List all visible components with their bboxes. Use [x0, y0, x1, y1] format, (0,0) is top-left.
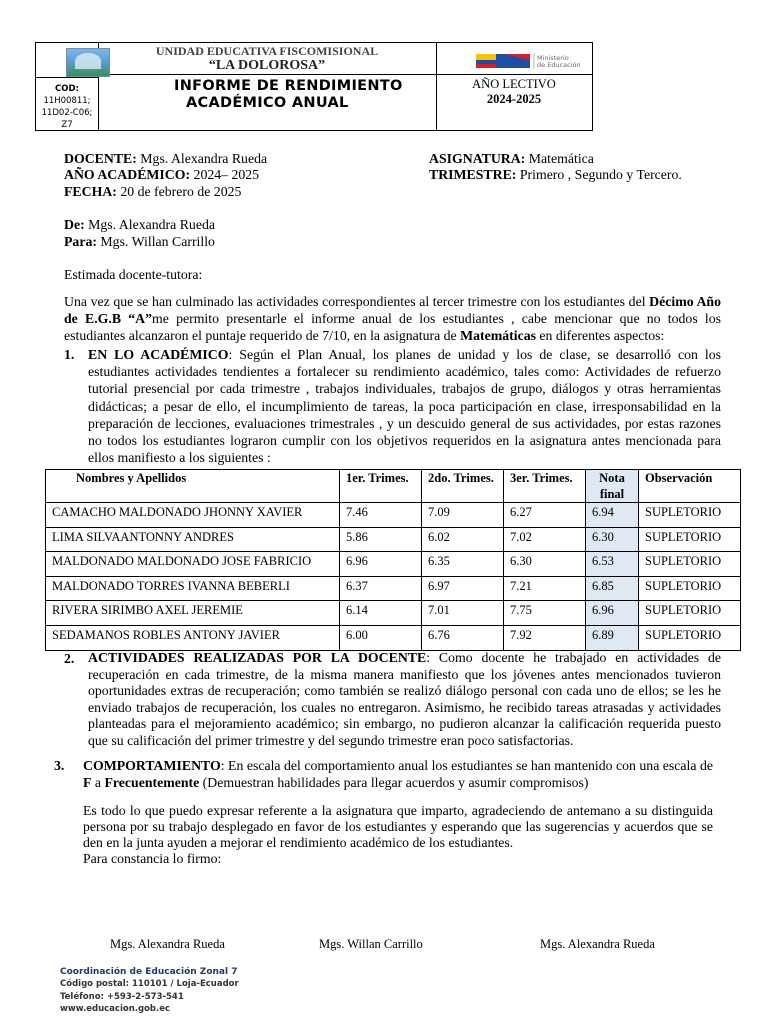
section2-paragraph — [88, 650, 721, 750]
section3-text: (Demuestran habilidades para llegar acuerdos y asumir compromisos) — [199, 775, 589, 791]
ministry-text-2: de Educación — [537, 61, 581, 69]
info-docente — [64, 150, 267, 167]
behavior-level: Frecuentemente — [104, 775, 200, 791]
signature-docente: Mgs. Alexandra Rueda — [110, 937, 225, 951]
cell-final: 6.94 — [586, 503, 639, 528]
cell-trim2: 7.09 — [422, 503, 504, 528]
cell-observation: SUPLETORIO — [639, 625, 741, 650]
table-row — [46, 503, 741, 528]
section1-title: EN LO ACADÉMICO — [88, 347, 229, 362]
report-header — [35, 42, 593, 131]
cell-trim3: 7.21 — [504, 576, 586, 601]
report-title-line2: ACADÉMICO ANUAL — [186, 95, 349, 111]
cell-final: 6.89 — [586, 625, 639, 650]
header-divider — [436, 74, 592, 75]
anio-value: 2024– 2025 — [190, 167, 260, 182]
cell-observation: SUPLETORIO — [639, 576, 741, 601]
fecha-value: 20 de febrero de 2025 — [116, 184, 242, 199]
trimestre-value: Primero , Segundo y Tercero. — [516, 167, 682, 182]
header-divider — [98, 74, 436, 75]
para-label: Para: — [64, 234, 97, 249]
para-value: Mgs. Willan Carrillo — [96, 234, 215, 249]
de-value: Mgs. Alexandra Rueda — [84, 217, 215, 232]
info-anio — [64, 166, 259, 183]
school-code-line: 11H00811; — [43, 96, 91, 106]
section1-text: : Según el Plan Anual, los planes de unidad y los de clase, se desarrolló con los estudiantes actividades tendientes a fortalecer su rendimiento académico, tales como: Actividades de refuerzo tutorial presencial por cada trimestre , trabajos individuales, trabajos de grupo, diálogos y otras herramientas didácticas; a pesar de ello, el incumplimiento de tareas, la poca participación en clase, irresponsabilidad en la preparación de lecciones, evaluaciones trimestrales , y un descuido general de sus actividades, por estas razones no todos los estudiantes lograron cumplir con los objetivos requeridos en la asignatura antes mencionada para ellos manifiesto a los siguientes : — [88, 347, 721, 466]
cell-trim2: 6.02 — [422, 527, 504, 552]
section2-title: ACTIVIDADES REALIZADAS POR LA DOCENTE — [88, 650, 427, 665]
fecha-label: FECHA: — [64, 184, 117, 199]
section3-num: 3. — [54, 758, 65, 773]
cell-trim1: 6.37 — [340, 576, 422, 601]
intro-paragraph — [64, 293, 721, 345]
footer-website: www.educacion.gob.ec — [60, 1003, 171, 1014]
ministry-logo — [474, 50, 594, 72]
info-de — [64, 216, 215, 233]
grades-table — [45, 469, 741, 651]
school-subname: “LA DOLOROSA” — [208, 58, 326, 73]
cell-name: MALDONADO TORRES IVANNA BEBERLI — [46, 576, 340, 601]
cell-trim2: 6.76 — [422, 625, 504, 650]
cell-final: 6.30 — [586, 527, 639, 552]
intro-text: Una vez que se han culminado las actividades correspondientes al tercer trimestre con los estudiantes del — [64, 294, 650, 309]
asignatura-value: Matemática — [525, 151, 594, 166]
info-fecha — [64, 183, 241, 200]
section2-text: : Como docente he trabajado en actividades de recuperación en cada trimestre, de la misma manera manifiesto que los jóvenes antes mencionados tuvieron oportunidades extras de recuperación; como también se realizó diálogo personal con cada uno de ellos; se les he enviado trabajos de recuperación, los cuales no entregaron. Asimismo, he recibido tareas atrasadas y actividades planteadas para el mejoramiento académico; sin embargo, no pudieron alcanzar la calificación requerida puesto que su calificación del primer trimestre y del segundo trimestre eran poco satisfactorias. — [88, 650, 722, 748]
cell-trim3: 7.75 — [504, 601, 586, 626]
cell-trim3: 6.30 — [504, 552, 586, 577]
school-name: UNIDAD EDUCATIVA FISCOMISIONAL — [155, 44, 379, 58]
section1-num: 1. — [64, 347, 75, 362]
intro-text: en diferentes aspectos: — [535, 328, 665, 344]
cell-observation: SUPLETORIO — [639, 552, 741, 577]
school-code-line: Z7 — [61, 120, 73, 130]
section3-text: a — [91, 775, 105, 791]
col-header-trim2: 2do. Trimes. — [422, 470, 504, 503]
cell-trim2: 6.35 — [422, 552, 504, 577]
report-title — [174, 78, 403, 112]
signature-tutor: Mgs. Willan Carrillo — [319, 937, 423, 951]
anio-label: AÑO ACADÉMICO: — [64, 167, 191, 182]
cell-name: MALDONADO MALDONADO JOSE FABRICIO — [46, 552, 340, 577]
col-header-name: Nombres y Apellidos — [46, 470, 340, 503]
cell-observation: SUPLETORIO — [639, 503, 741, 528]
de-label: De: — [64, 217, 85, 232]
cell-trim1: 5.86 — [340, 527, 422, 552]
cell-trim3: 7.92 — [504, 625, 586, 650]
section1-number — [64, 346, 84, 363]
intro-subject: Matemáticas — [460, 328, 536, 344]
behavior-grade: F — [83, 775, 92, 791]
cell-trim3: 6.27 — [504, 503, 586, 528]
col-header-final: Nota final — [586, 470, 639, 503]
section1-paragraph — [88, 346, 721, 466]
header-divider — [36, 77, 98, 78]
trimestre-label: TRIMESTRE: — [429, 167, 517, 182]
year-label: AÑO LECTIVO — [472, 77, 556, 91]
greeting: Estimada docente-tutora: — [64, 267, 203, 282]
table-row — [46, 552, 741, 577]
table-row — [46, 625, 741, 650]
cell-final: 6.53 — [586, 552, 639, 577]
cell-trim1: 6.14 — [340, 601, 422, 626]
ministry-text-1: Ministerio — [537, 54, 569, 62]
intro-course: Décimo Año de E.G.B “A” — [64, 294, 721, 327]
cell-trim2: 6.97 — [422, 576, 504, 601]
table-header-row — [46, 470, 741, 503]
info-asignatura — [429, 150, 594, 167]
col-header-observation: Observación — [639, 470, 741, 503]
signature-docente-2: Mgs. Alexandra Rueda — [540, 937, 655, 951]
footer-postal: Código postal: 110101 / Loja-Ecuador — [60, 979, 239, 990]
report-title-line1: INFORME DE RENDIMIENTO — [174, 78, 403, 94]
closing-paragraph: Es todo lo que puedo expresar referente a la asignatura que imparto, agradeciendo de antemano a su distinguida persona por su trabajo desplegado en favor de los estudiantes y esperando que las sugerencias y acuerdos que se den en la junta ayuden a mejorar el rendimiento académico de los estudiantes. — [83, 803, 713, 850]
docente-label: DOCENTE: — [64, 151, 137, 166]
section2-number — [64, 650, 84, 667]
cell-trim1: 6.00 — [340, 625, 422, 650]
cell-observation: SUPLETORIO — [639, 601, 741, 626]
section3-paragraph — [83, 757, 713, 791]
cell-name: LIMA SILVAANTONNY ANDRES — [46, 527, 340, 552]
section3-number — [54, 757, 74, 774]
intro-text: me permito presentarle el informe anual de los estudiantes , cabe mencionar que no todos los estudiantes alcanzaron el puntaje requerido de 7/10, en la asignatura de — [64, 311, 721, 344]
table-row — [46, 601, 741, 626]
section3-title: COMPORTAMIENTO — [83, 758, 221, 773]
table-row — [46, 576, 741, 601]
table-row — [46, 527, 741, 552]
cell-observation: SUPLETORIO — [639, 527, 741, 552]
footer-contact — [60, 966, 239, 1015]
school-code-label: COD: — [55, 84, 79, 94]
cell-trim3: 7.02 — [504, 527, 586, 552]
cell-name: SEDAMANOS ROBLES ANTONY JAVIER — [46, 625, 340, 650]
cell-name: RIVERA SIRIMBO AXEL JEREMIE — [46, 601, 340, 626]
cell-name: CAMACHO MALDONADO JHONNY XAVIER — [46, 503, 340, 528]
asignatura-label: ASIGNATURA: — [429, 151, 526, 166]
cell-trim2: 7.01 — [422, 601, 504, 626]
year-value: 2024-2025 — [486, 92, 542, 106]
section3-text: : En escala del comportamiento anual los estudiantes se han mantenido con una escala de — [220, 758, 713, 773]
info-trimestre — [429, 166, 682, 183]
info-para — [64, 233, 215, 250]
footer-office: Coordinación de Educación Zonal 7 — [60, 967, 238, 977]
school-code — [36, 83, 98, 131]
section2-num: 2. — [64, 651, 75, 666]
col-header-trim3: 3er. Trimes. — [504, 470, 586, 503]
closing-sign-line: Para constancia lo firmo: — [83, 851, 222, 866]
footer-phone: Teléfono: +593-2-573-541 — [60, 991, 184, 1002]
cell-final: 6.96 — [586, 601, 639, 626]
cell-final: 6.85 — [586, 576, 639, 601]
col-header-trim1: 1er. Trimes. — [340, 470, 422, 503]
docente-value: Mgs. Alexandra Rueda — [136, 151, 268, 166]
cell-trim1: 6.96 — [340, 552, 422, 577]
cell-trim1: 7.46 — [340, 503, 422, 528]
school-code-line: 11D02-C06; — [41, 108, 93, 118]
